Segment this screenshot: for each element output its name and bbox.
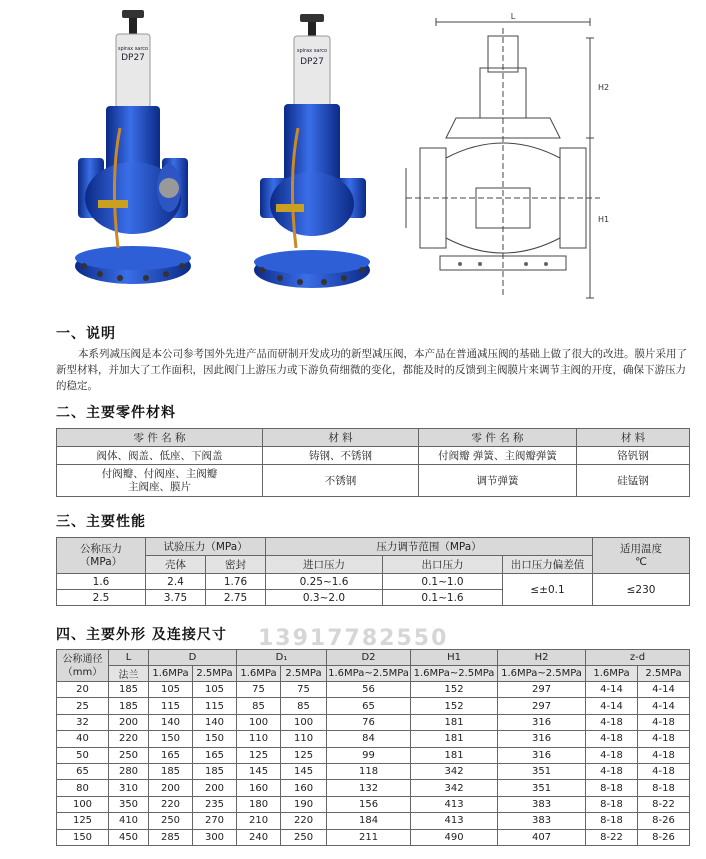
header-dn: 公称通径 （mm） bbox=[57, 650, 109, 682]
table-cell: 8-18 bbox=[586, 796, 638, 812]
table-cell: 85 bbox=[281, 698, 327, 714]
subheader: 2.5MPa bbox=[281, 666, 327, 682]
subheader: 1.6MPa~2.5MPa bbox=[327, 666, 411, 682]
table-row bbox=[57, 574, 690, 590]
header-test-pressure: 试验压力（MPa） bbox=[146, 538, 266, 556]
table-row bbox=[57, 763, 690, 779]
header-D2: D2 bbox=[327, 650, 411, 666]
table-cell: 4-14 bbox=[638, 698, 690, 714]
dim-H1: H1 bbox=[598, 215, 610, 224]
valve-label-middle: DP27 bbox=[300, 57, 324, 67]
table-cell: 152 bbox=[411, 698, 498, 714]
table-row bbox=[57, 747, 690, 763]
table-cell: 351 bbox=[498, 763, 586, 779]
table-cell: 316 bbox=[498, 747, 586, 763]
table-cell: 1.76 bbox=[206, 574, 266, 590]
table-cell: 184 bbox=[327, 813, 411, 829]
table-cell: 210 bbox=[237, 813, 281, 829]
performance-table bbox=[56, 537, 690, 606]
table-cell: 240 bbox=[237, 829, 281, 845]
header-seal: 密封 bbox=[206, 556, 266, 574]
table-cell: 150 bbox=[193, 731, 237, 747]
table-row bbox=[57, 796, 690, 812]
table-cell: 76 bbox=[327, 714, 411, 730]
table-cell: 8-22 bbox=[638, 796, 690, 812]
table-cell: 阀体、阀盖、低座、下阀盖 bbox=[57, 447, 263, 465]
table-cell: 4-18 bbox=[638, 747, 690, 763]
table-cell: 8-26 bbox=[638, 829, 690, 845]
table-cell: 84 bbox=[327, 731, 411, 747]
header-H1: H1 bbox=[411, 650, 498, 666]
header-D: D bbox=[149, 650, 237, 666]
valve-photo-middle bbox=[250, 8, 380, 308]
table-cell: 4-14 bbox=[638, 682, 690, 698]
table-cell: 4-14 bbox=[586, 698, 638, 714]
table-cell: 350 bbox=[109, 796, 149, 812]
subheader: 2.5MPa bbox=[638, 666, 690, 682]
subheader: 2.5MPa bbox=[193, 666, 237, 682]
table-cell: 180 bbox=[237, 796, 281, 812]
materials-table bbox=[56, 428, 690, 497]
table-cell: 351 bbox=[498, 780, 586, 796]
table-cell: 140 bbox=[149, 714, 193, 730]
table-cell: 181 bbox=[411, 747, 498, 763]
table-cell: 200 bbox=[193, 780, 237, 796]
subheader: 1.6MPa bbox=[237, 666, 281, 682]
header-outlet: 出口压力 bbox=[383, 556, 503, 574]
table-cell: 75 bbox=[237, 682, 281, 698]
header-temperature: 适用温度 ℃ bbox=[593, 538, 690, 574]
table-cell: 185 bbox=[109, 682, 149, 698]
table-cell: 297 bbox=[498, 698, 586, 714]
table-cell: 185 bbox=[149, 763, 193, 779]
table-cell: 8-18 bbox=[638, 780, 690, 796]
table-cell: 150 bbox=[57, 829, 109, 845]
table-row bbox=[57, 447, 690, 465]
table-cell: 316 bbox=[498, 714, 586, 730]
table-cell: 0.25~1.6 bbox=[266, 574, 383, 590]
table-cell: 145 bbox=[237, 763, 281, 779]
table-cell: 285 bbox=[149, 829, 193, 845]
temperature-value: ≤230 bbox=[593, 574, 690, 606]
table-cell: 32 bbox=[57, 714, 109, 730]
table-cell: 8-18 bbox=[586, 780, 638, 796]
table-cell: 310 bbox=[109, 780, 149, 796]
header-H2: H2 bbox=[498, 650, 586, 666]
table-row bbox=[57, 813, 690, 829]
table-cell: 181 bbox=[411, 731, 498, 747]
table-cell: 4-14 bbox=[586, 682, 638, 698]
table-cell: 56 bbox=[327, 682, 411, 698]
table-cell: 115 bbox=[193, 698, 237, 714]
header-shell: 壳体 bbox=[146, 556, 206, 574]
header-regulation-range: 压力调节范围（MPa） bbox=[266, 538, 593, 556]
table-cell: 125 bbox=[237, 747, 281, 763]
materials-header-material: 材 料 bbox=[577, 429, 690, 447]
materials-header-part: 零 件 名 称 bbox=[57, 429, 263, 447]
table-cell: 105 bbox=[149, 682, 193, 698]
table-cell: 235 bbox=[193, 796, 237, 812]
table-cell: 4-18 bbox=[638, 714, 690, 730]
table-row bbox=[57, 682, 690, 698]
table-cell: 200 bbox=[109, 714, 149, 730]
table-cell: 3.75 bbox=[146, 590, 206, 606]
table-cell: 297 bbox=[498, 682, 586, 698]
table-cell: 160 bbox=[281, 780, 327, 796]
table-cell: 铬钒钢 bbox=[577, 447, 690, 465]
section-title-performance: 三、主要性能 bbox=[56, 514, 146, 530]
table-cell: 110 bbox=[237, 731, 281, 747]
table-row bbox=[57, 465, 690, 497]
table-cell: 1.6 bbox=[57, 574, 146, 590]
table-cell: 2.4 bbox=[146, 574, 206, 590]
table-cell: 100 bbox=[237, 714, 281, 730]
table-row bbox=[57, 698, 690, 714]
table-cell: 65 bbox=[57, 763, 109, 779]
table-cell: 220 bbox=[109, 731, 149, 747]
table-cell: 383 bbox=[498, 813, 586, 829]
table-cell: 调节弹簧 bbox=[419, 465, 577, 497]
table-cell: 450 bbox=[109, 829, 149, 845]
table-cell: 20 bbox=[57, 682, 109, 698]
table-cell: 250 bbox=[149, 813, 193, 829]
table-cell: 50 bbox=[57, 747, 109, 763]
header-zd: z-d bbox=[586, 650, 690, 666]
table-cell: 0.1~1.6 bbox=[383, 590, 503, 606]
header-nominal-pressure: 公称压力 （MPa） bbox=[57, 538, 146, 574]
table-cell: 165 bbox=[193, 747, 237, 763]
table-cell: 4-18 bbox=[638, 731, 690, 747]
table-cell: 115 bbox=[149, 698, 193, 714]
table-cell: 0.1~1.0 bbox=[383, 574, 503, 590]
table-cell: 407 bbox=[498, 829, 586, 845]
table-cell: 0.3~2.0 bbox=[266, 590, 383, 606]
watermark: 13917782550 bbox=[258, 626, 449, 651]
table-cell: 132 bbox=[327, 780, 411, 796]
valve-label-left: DP27 bbox=[121, 53, 145, 63]
table-cell: 2.5 bbox=[57, 590, 146, 606]
table-row bbox=[57, 829, 690, 845]
table-cell: 4-18 bbox=[638, 763, 690, 779]
section-title-materials: 二、主要零件材料 bbox=[56, 405, 176, 421]
header-inlet: 进口压力 bbox=[266, 556, 383, 574]
table-cell: 280 bbox=[109, 763, 149, 779]
table-cell: 160 bbox=[237, 780, 281, 796]
table-cell: 211 bbox=[327, 829, 411, 845]
valve-brand-left: spirax sarco bbox=[117, 46, 149, 52]
table-cell: 硅锰钢 bbox=[577, 465, 690, 497]
valve-drawing bbox=[400, 8, 610, 308]
header-deviation: 出口压力偏差值 bbox=[503, 556, 593, 574]
table-cell: 342 bbox=[411, 780, 498, 796]
table-cell: 100 bbox=[281, 714, 327, 730]
table-cell: 75 bbox=[281, 682, 327, 698]
table-cell: 付阀瓣 弹簧、主阀瓣弹簧 bbox=[419, 447, 577, 465]
table-cell: 85 bbox=[237, 698, 281, 714]
table-cell: 2.75 bbox=[206, 590, 266, 606]
table-cell: 不锈钢 bbox=[263, 465, 419, 497]
section-title-description: 一、说明 bbox=[56, 326, 116, 342]
table-cell: 118 bbox=[327, 763, 411, 779]
table-cell: 125 bbox=[57, 813, 109, 829]
table-cell: 185 bbox=[193, 763, 237, 779]
table-cell: 125 bbox=[281, 747, 327, 763]
table-cell: 165 bbox=[149, 747, 193, 763]
subheader: 1.6MPa bbox=[586, 666, 638, 682]
table-cell: 4-18 bbox=[586, 763, 638, 779]
table-cell: 8-18 bbox=[586, 813, 638, 829]
valve-photo-left bbox=[70, 8, 200, 308]
table-cell: 4-18 bbox=[586, 714, 638, 730]
materials-header-material: 材 料 bbox=[263, 429, 419, 447]
table-cell: 140 bbox=[193, 714, 237, 730]
table-cell: 300 bbox=[193, 829, 237, 845]
subheader: 法兰 bbox=[109, 666, 149, 682]
subheader: 1.6MPa~2.5MPa bbox=[411, 666, 498, 682]
table-cell: 220 bbox=[149, 796, 193, 812]
table-cell: 40 bbox=[57, 731, 109, 747]
table-cell: 156 bbox=[327, 796, 411, 812]
table-row bbox=[57, 714, 690, 730]
table-cell: 413 bbox=[411, 813, 498, 829]
table-cell: 8-22 bbox=[586, 829, 638, 845]
table-cell: 250 bbox=[109, 747, 149, 763]
table-cell: 490 bbox=[411, 829, 498, 845]
table-cell: 181 bbox=[411, 714, 498, 730]
header-L: L bbox=[109, 650, 149, 666]
table-cell: 25 bbox=[57, 698, 109, 714]
valve-brand-middle: spirax sarco bbox=[296, 48, 328, 54]
table-cell: 270 bbox=[193, 813, 237, 829]
table-cell: 342 bbox=[411, 763, 498, 779]
table-cell: 铸钢、不锈钢 bbox=[263, 447, 419, 465]
table-cell: 250 bbox=[281, 829, 327, 845]
table-cell: 付阀瓣、付阀座、主阀瓣 主阀座、膜片 bbox=[57, 465, 263, 497]
table-row bbox=[57, 780, 690, 796]
table-cell: 316 bbox=[498, 731, 586, 747]
table-cell: 190 bbox=[281, 796, 327, 812]
table-cell: 200 bbox=[149, 780, 193, 796]
dim-H2: H2 bbox=[598, 83, 610, 92]
table-cell: 105 bbox=[193, 682, 237, 698]
table-cell: 150 bbox=[149, 731, 193, 747]
table-cell: 383 bbox=[498, 796, 586, 812]
materials-header-part: 零 件 名 称 bbox=[419, 429, 577, 447]
description-text: 本系列减压阀是本公司参考国外先进产品而研制开发成功的新型减压阀，本产品在普通减压阀的基础上做了很大的改进。膜片采用了新型材料，并加大了工作面积，因此阀门上游压力或下游负荷细微的变化，都能及时的反馈到主阀膜片来调节主阀的开度，确保下游压力的稳定。 bbox=[56, 348, 687, 392]
deviation-value: ≤±0.1 bbox=[503, 574, 593, 606]
dim-L: L bbox=[510, 12, 516, 21]
table-cell: 110 bbox=[281, 731, 327, 747]
table-cell: 80 bbox=[57, 780, 109, 796]
table-cell: 8-26 bbox=[638, 813, 690, 829]
table-cell: 99 bbox=[327, 747, 411, 763]
subheader: 1.6MPa~2.5MPa bbox=[498, 666, 586, 682]
table-cell: 152 bbox=[411, 682, 498, 698]
table-cell: 185 bbox=[109, 698, 149, 714]
table-cell: 220 bbox=[281, 813, 327, 829]
table-cell: 100 bbox=[57, 796, 109, 812]
table-cell: 4-18 bbox=[586, 731, 638, 747]
header-D1: D₁ bbox=[237, 650, 327, 666]
table-cell: 65 bbox=[327, 698, 411, 714]
table-cell: 145 bbox=[281, 763, 327, 779]
table-row bbox=[57, 731, 690, 747]
subheader: 1.6MPa bbox=[149, 666, 193, 682]
dimensions-table bbox=[56, 649, 690, 846]
table-cell: 4-18 bbox=[586, 747, 638, 763]
table-cell: 410 bbox=[109, 813, 149, 829]
table-cell: 413 bbox=[411, 796, 498, 812]
section-title-dimensions: 四、主要外形 及连接尺寸 bbox=[56, 627, 227, 643]
